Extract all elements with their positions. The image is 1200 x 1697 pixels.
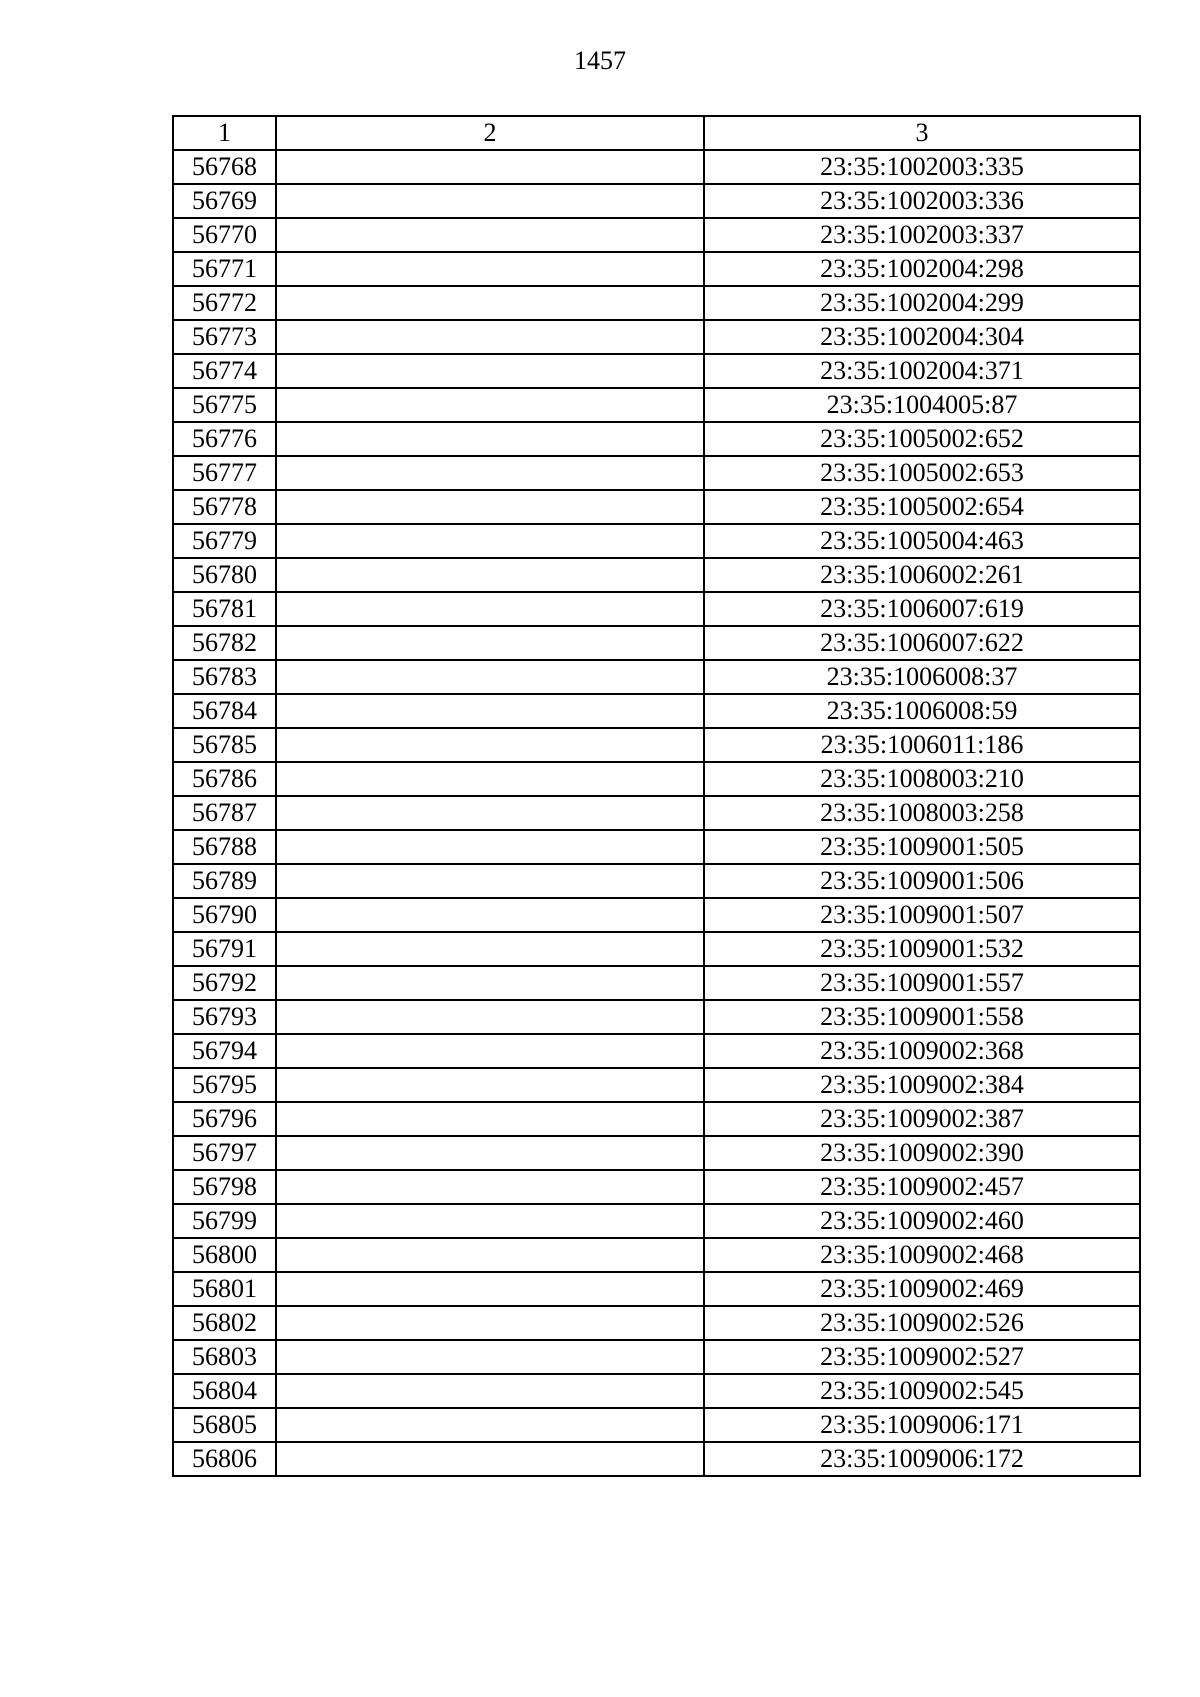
empty-cell bbox=[276, 694, 704, 728]
table-row bbox=[173, 1136, 1140, 1170]
row-number-cell: 56784 bbox=[173, 694, 276, 728]
row-number-cell: 56779 bbox=[173, 524, 276, 558]
empty-cell bbox=[276, 354, 704, 388]
row-number-cell: 56787 bbox=[173, 796, 276, 830]
row-number-cell: 56775 bbox=[173, 388, 276, 422]
table-row bbox=[173, 286, 1140, 320]
empty-cell bbox=[276, 898, 704, 932]
row-number-cell: 56772 bbox=[173, 286, 276, 320]
cadastral-number-cell: 23:35:1006008:37 bbox=[704, 660, 1140, 694]
cadastral-number-cell: 23:35:1009002:526 bbox=[704, 1306, 1140, 1340]
table-row bbox=[173, 830, 1140, 864]
cadastral-number-cell: 23:35:1006007:622 bbox=[704, 626, 1140, 660]
empty-cell bbox=[276, 490, 704, 524]
empty-cell bbox=[276, 796, 704, 830]
table-row bbox=[173, 932, 1140, 966]
table-row bbox=[173, 1068, 1140, 1102]
table-row bbox=[173, 898, 1140, 932]
row-number-cell: 56806 bbox=[173, 1442, 276, 1476]
cadastral-number-cell: 23:35:1009002:468 bbox=[704, 1238, 1140, 1272]
empty-cell bbox=[276, 184, 704, 218]
cadastral-number-cell: 23:35:1009001:532 bbox=[704, 932, 1140, 966]
row-number-cell: 56791 bbox=[173, 932, 276, 966]
empty-cell bbox=[276, 422, 704, 456]
cadastral-number-cell: 23:35:1009006:172 bbox=[704, 1442, 1140, 1476]
table-row bbox=[173, 490, 1140, 524]
empty-cell bbox=[276, 660, 704, 694]
table-row bbox=[173, 422, 1140, 456]
row-number-cell: 56781 bbox=[173, 592, 276, 626]
table-row bbox=[173, 456, 1140, 490]
cadastral-table bbox=[172, 115, 1141, 1477]
row-number-cell: 56794 bbox=[173, 1034, 276, 1068]
empty-cell bbox=[276, 558, 704, 592]
row-number-cell: 56768 bbox=[173, 150, 276, 184]
empty-cell bbox=[276, 1170, 704, 1204]
cadastral-number-cell: 23:35:1009002:457 bbox=[704, 1170, 1140, 1204]
row-number-cell: 56798 bbox=[173, 1170, 276, 1204]
table-row bbox=[173, 966, 1140, 1000]
row-number-cell: 56803 bbox=[173, 1340, 276, 1374]
page-number: 1457 bbox=[574, 46, 626, 75]
row-number-cell: 56799 bbox=[173, 1204, 276, 1238]
table-row bbox=[173, 1000, 1140, 1034]
cadastral-number-cell: 23:35:1009001:557 bbox=[704, 966, 1140, 1000]
cadastral-number-cell: 23:35:1002004:371 bbox=[704, 354, 1140, 388]
table-row bbox=[173, 626, 1140, 660]
empty-cell bbox=[276, 524, 704, 558]
row-number-cell: 56777 bbox=[173, 456, 276, 490]
table-row bbox=[173, 1170, 1140, 1204]
empty-cell bbox=[276, 1272, 704, 1306]
cadastral-number-cell: 23:35:1002004:299 bbox=[704, 286, 1140, 320]
table-row bbox=[173, 1272, 1140, 1306]
empty-cell bbox=[276, 728, 704, 762]
table-row bbox=[173, 1408, 1140, 1442]
row-number-cell: 56804 bbox=[173, 1374, 276, 1408]
table-row bbox=[173, 762, 1140, 796]
row-number-cell: 56770 bbox=[173, 218, 276, 252]
row-number-cell: 56773 bbox=[173, 320, 276, 354]
empty-cell bbox=[276, 592, 704, 626]
cadastral-number-cell: 23:35:1009002:469 bbox=[704, 1272, 1140, 1306]
row-number-cell: 56776 bbox=[173, 422, 276, 456]
cadastral-number-cell: 23:35:1004005:87 bbox=[704, 388, 1140, 422]
header-row bbox=[173, 116, 1140, 150]
table-row bbox=[173, 660, 1140, 694]
row-number-cell: 56780 bbox=[173, 558, 276, 592]
cadastral-number-cell: 23:35:1009002:390 bbox=[704, 1136, 1140, 1170]
row-number-cell: 56792 bbox=[173, 966, 276, 1000]
row-number-cell: 56783 bbox=[173, 660, 276, 694]
header-cell-1: 1 bbox=[173, 116, 276, 150]
row-number-cell: 56782 bbox=[173, 626, 276, 660]
table-row bbox=[173, 354, 1140, 388]
header-cell-3: 3 bbox=[704, 116, 1140, 150]
row-number-cell: 56788 bbox=[173, 830, 276, 864]
empty-cell bbox=[276, 864, 704, 898]
empty-cell bbox=[276, 1034, 704, 1068]
empty-cell bbox=[276, 1408, 704, 1442]
empty-cell bbox=[276, 388, 704, 422]
cadastral-number-cell: 23:35:1005002:653 bbox=[704, 456, 1140, 490]
cadastral-number-cell: 23:35:1005002:654 bbox=[704, 490, 1140, 524]
empty-cell bbox=[276, 218, 704, 252]
empty-cell bbox=[276, 286, 704, 320]
cadastral-number-cell: 23:35:1008003:258 bbox=[704, 796, 1140, 830]
cadastral-number-cell: 23:35:1009001:506 bbox=[704, 864, 1140, 898]
table-row bbox=[173, 558, 1140, 592]
cadastral-number-cell: 23:35:1009002:387 bbox=[704, 1102, 1140, 1136]
cadastral-number-cell: 23:35:1006011:186 bbox=[704, 728, 1140, 762]
empty-cell bbox=[276, 762, 704, 796]
cadastral-number-cell: 23:35:1005004:463 bbox=[704, 524, 1140, 558]
empty-cell bbox=[276, 830, 704, 864]
empty-cell bbox=[276, 1442, 704, 1476]
cadastral-number-cell: 23:35:1009001:558 bbox=[704, 1000, 1140, 1034]
table-row bbox=[173, 184, 1140, 218]
table-header bbox=[173, 116, 1140, 150]
empty-cell bbox=[276, 252, 704, 286]
row-number-cell: 56795 bbox=[173, 1068, 276, 1102]
table-row bbox=[173, 694, 1140, 728]
empty-cell bbox=[276, 1340, 704, 1374]
row-number-cell: 56769 bbox=[173, 184, 276, 218]
empty-cell bbox=[276, 1000, 704, 1034]
row-number-cell: 56801 bbox=[173, 1272, 276, 1306]
table-row bbox=[173, 1340, 1140, 1374]
cadastral-number-cell: 23:35:1002004:304 bbox=[704, 320, 1140, 354]
cadastral-number-cell: 23:35:1009001:505 bbox=[704, 830, 1140, 864]
row-number-cell: 56802 bbox=[173, 1306, 276, 1340]
empty-cell bbox=[276, 150, 704, 184]
cadastral-number-cell: 23:35:1009002:545 bbox=[704, 1374, 1140, 1408]
row-number-cell: 56793 bbox=[173, 1000, 276, 1034]
cadastral-number-cell: 23:35:1009006:171 bbox=[704, 1408, 1140, 1442]
table-row bbox=[173, 320, 1140, 354]
cadastral-number-cell: 23:35:1009002:384 bbox=[704, 1068, 1140, 1102]
row-number-cell: 56786 bbox=[173, 762, 276, 796]
cadastral-number-cell: 23:35:1002003:335 bbox=[704, 150, 1140, 184]
table-row bbox=[173, 796, 1140, 830]
empty-cell bbox=[276, 1374, 704, 1408]
empty-cell bbox=[276, 456, 704, 490]
empty-cell bbox=[276, 966, 704, 1000]
cadastral-number-cell: 23:35:1005002:652 bbox=[704, 422, 1140, 456]
cadastral-number-cell: 23:35:1006008:59 bbox=[704, 694, 1140, 728]
table-row bbox=[173, 1306, 1140, 1340]
row-number-cell: 56771 bbox=[173, 252, 276, 286]
empty-cell bbox=[276, 1238, 704, 1272]
empty-cell bbox=[276, 1306, 704, 1340]
row-number-cell: 56790 bbox=[173, 898, 276, 932]
cadastral-number-cell: 23:35:1006002:261 bbox=[704, 558, 1140, 592]
table-row bbox=[173, 524, 1140, 558]
table-row bbox=[173, 728, 1140, 762]
empty-cell bbox=[276, 1068, 704, 1102]
empty-cell bbox=[276, 1102, 704, 1136]
row-number-cell: 56774 bbox=[173, 354, 276, 388]
row-number-cell: 56800 bbox=[173, 1238, 276, 1272]
row-number-cell: 56785 bbox=[173, 728, 276, 762]
empty-cell bbox=[276, 1136, 704, 1170]
table-row bbox=[173, 150, 1140, 184]
row-number-cell: 56789 bbox=[173, 864, 276, 898]
cadastral-number-cell: 23:35:1002004:298 bbox=[704, 252, 1140, 286]
table-row bbox=[173, 592, 1140, 626]
table-row bbox=[173, 1102, 1140, 1136]
empty-cell bbox=[276, 1204, 704, 1238]
empty-cell bbox=[276, 932, 704, 966]
table-row bbox=[173, 388, 1140, 422]
table-body bbox=[173, 150, 1140, 1476]
row-number-cell: 56805 bbox=[173, 1408, 276, 1442]
table-row bbox=[173, 1374, 1140, 1408]
header-cell-2: 2 bbox=[276, 116, 704, 150]
table-row bbox=[173, 1204, 1140, 1238]
cadastral-number-cell: 23:35:1009002:527 bbox=[704, 1340, 1140, 1374]
row-number-cell: 56796 bbox=[173, 1102, 276, 1136]
cadastral-number-cell: 23:35:1002003:337 bbox=[704, 218, 1140, 252]
cadastral-number-cell: 23:35:1002003:336 bbox=[704, 184, 1140, 218]
cadastral-number-cell: 23:35:1006007:619 bbox=[704, 592, 1140, 626]
empty-cell bbox=[276, 626, 704, 660]
table-row bbox=[173, 252, 1140, 286]
row-number-cell: 56778 bbox=[173, 490, 276, 524]
table-row bbox=[173, 1442, 1140, 1476]
empty-cell bbox=[276, 320, 704, 354]
table-row bbox=[173, 864, 1140, 898]
cadastral-number-cell: 23:35:1009001:507 bbox=[704, 898, 1140, 932]
table-row bbox=[173, 1238, 1140, 1272]
table-row bbox=[173, 218, 1140, 252]
cadastral-number-cell: 23:35:1009002:460 bbox=[704, 1204, 1140, 1238]
table-row bbox=[173, 1034, 1140, 1068]
cadastral-number-cell: 23:35:1009002:368 bbox=[704, 1034, 1140, 1068]
cadastral-number-cell: 23:35:1008003:210 bbox=[704, 762, 1140, 796]
row-number-cell: 56797 bbox=[173, 1136, 276, 1170]
